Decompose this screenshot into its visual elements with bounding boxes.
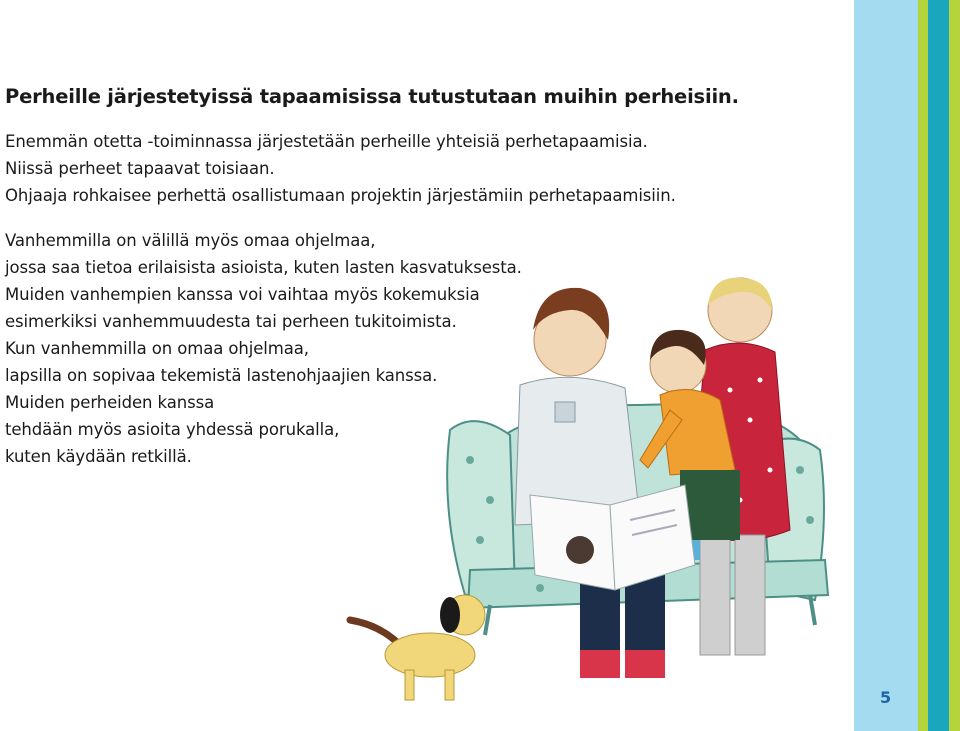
text-line: jossa saa tietoa erilaisista asioista, kuten lasten kasvatuksesta. xyxy=(5,258,522,277)
text-line: tehdään myös asioita yhdessä porukalla, xyxy=(5,420,340,439)
text-line: lapsilla on sopivaa tekemistä lastenohjaajien kanssa. xyxy=(5,366,438,385)
paragraph-intro xyxy=(5,128,676,209)
text-line: Enemmän otetta -toiminnassa järjestetään perheille yhteisiä perhetapaamisia. xyxy=(5,132,648,151)
text-line: Kun vanhemmilla on omaa ohjelmaa, xyxy=(5,339,309,358)
page-number: 5 xyxy=(880,688,892,707)
text-line: Muiden vanhempien kanssa voi vaihtaa myös kokemuksia xyxy=(5,285,480,304)
light-blue-stripe xyxy=(854,0,918,731)
dog xyxy=(350,595,485,700)
green-stripe-right xyxy=(949,0,960,731)
decorative-side-stripes xyxy=(854,0,960,731)
family-illustration xyxy=(340,270,840,710)
teal-stripe xyxy=(928,0,949,731)
text-line: Niissä perheet tapaavat toisiaan. xyxy=(5,159,275,178)
text-line: Ohjaaja rohkaisee perhettä osallistumaan projektin järjestämiin perhetapaamisiin. xyxy=(5,186,676,205)
text-line: Muiden perheiden kanssa xyxy=(5,393,215,412)
green-stripe xyxy=(918,0,928,731)
text-line: Vanhemmilla on välillä myös omaa ohjelmaa, xyxy=(5,231,376,250)
text-line: kuten käydään retkillä. xyxy=(5,447,192,466)
page-heading: Perheille järjestetyissä tapaamisissa tutustutaan muihin perheisiin. xyxy=(5,85,739,108)
text-line: esimerkiksi vanhemmuudesta tai perheen tukitoimista. xyxy=(5,312,457,331)
